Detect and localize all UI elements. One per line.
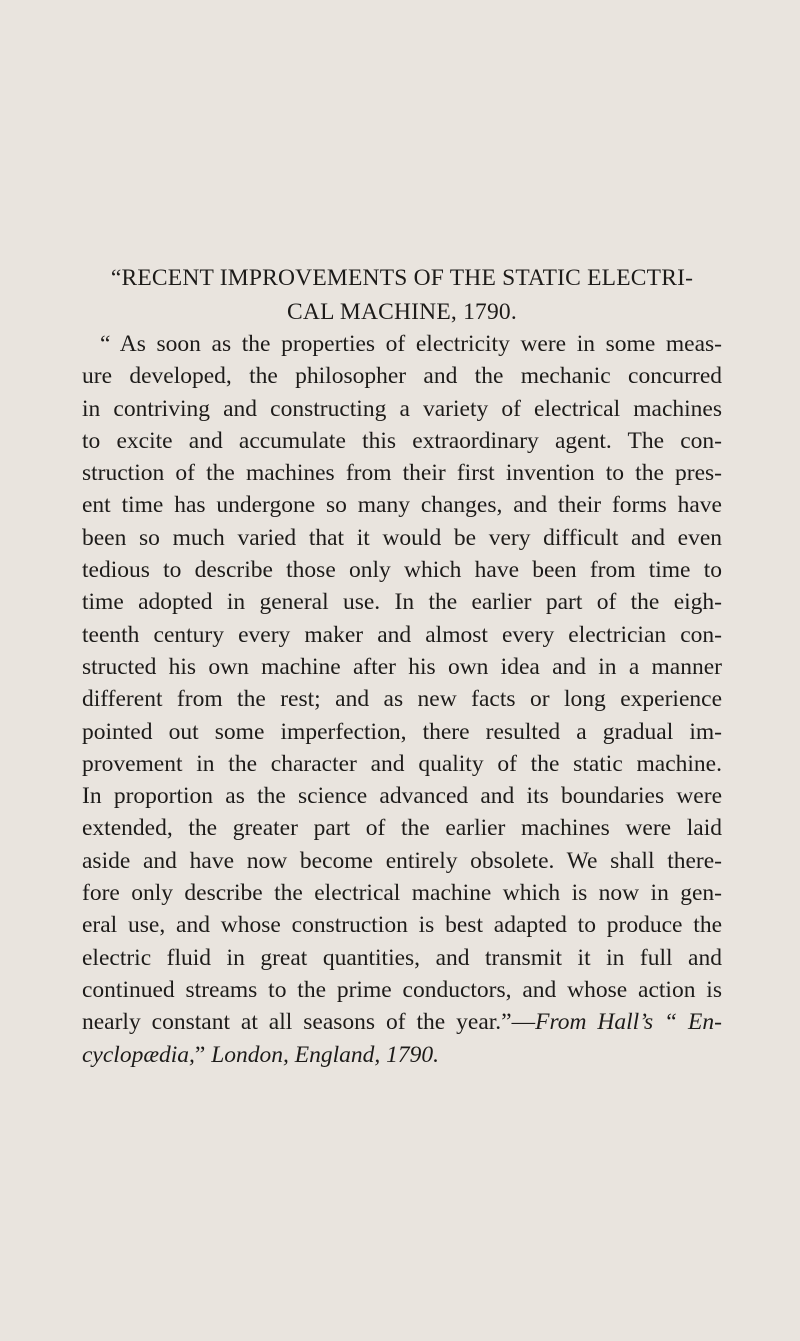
text-line: electric fluid in great quantities, and transmit it in full and: [82, 944, 722, 971]
closing-quote-text: nearly constant at all seasons of the year.”—: [82, 1009, 536, 1036]
source-title-close-quote: ”: [194, 1041, 206, 1068]
text-line: ure developed, the philosopher and the mechanic concurred: [82, 363, 722, 390]
text-line: ent time has undergone so many changes, and their forms have: [82, 492, 722, 519]
text-line: struction of the machines from their first invention to the pres-: [82, 460, 722, 487]
text-line: different from the rest; and as new facts or long experience: [82, 686, 722, 713]
text-line: fore only describe the electrical machine which is now in gen-: [82, 880, 722, 907]
source-place-date-italic: London, England, 1790.: [205, 1041, 440, 1068]
text-line: to excite and accumulate this extraordinary agent. The con-: [82, 427, 722, 454]
source-title-italic: cyclopædia,: [82, 1041, 195, 1068]
text-line: In proportion as the science advanced and its boundaries were: [82, 783, 722, 810]
text-line: in contriving and constructing a variety of electrical machines: [82, 395, 722, 422]
text-line: aside and have now become entirely obsolete. We shall there-: [82, 847, 722, 874]
text-line: provement in the character and quality of the static machine.: [82, 750, 722, 777]
title-line: CAL MACHINE, 1790.: [287, 299, 517, 325]
text-line: tedious to describe those only which have been from time to: [82, 557, 722, 584]
text-line: structed his own machine after his own idea and in a manner: [82, 653, 722, 680]
text-line: been so much varied that it would be very difficult and even: [82, 524, 722, 551]
text-line: extended, the greater part of the earlier machines were laid: [82, 815, 722, 842]
text-line: time adopted in general use. In the earlier part of the eigh-: [82, 589, 722, 616]
section-title: [72, 261, 732, 329]
text-line: “ As soon as the properties of electricity were in some meas-: [100, 331, 722, 357]
text-line-attribution-start: [82, 1006, 722, 1038]
text-line-attribution-end: [82, 1039, 722, 1071]
quoted-passage: [82, 328, 722, 1071]
source-attribution-italic: From Hall’s “ En-: [535, 1009, 722, 1036]
text-line: continued streams to the prime conductors, and whose action is: [82, 976, 722, 1003]
title-line: “RECENT IMPROVEMENTS OF THE STATIC ELECTRI-: [110, 265, 694, 291]
text-line: teenth century every maker and almost every electrician con-: [82, 621, 722, 648]
text-line: pointed out some imperfection, there resulted a gradual im-: [82, 718, 722, 745]
text-line: eral use, and whose construction is best adapted to produce the: [82, 912, 722, 939]
